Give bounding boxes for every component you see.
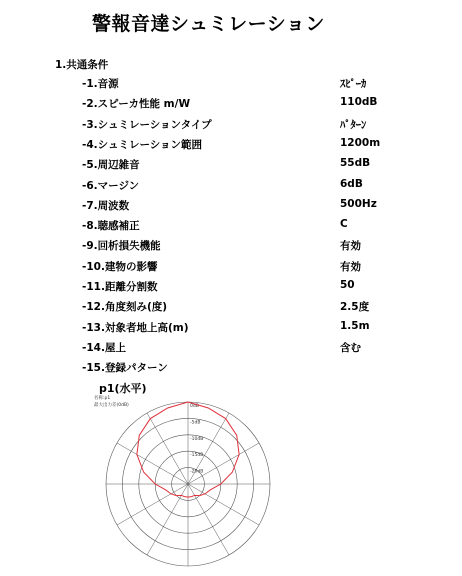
condition-label: -9.回析損失機能 bbox=[82, 240, 161, 253]
condition-value: 6dB bbox=[340, 177, 363, 190]
page-title: 警報音達シュミレーション bbox=[92, 13, 325, 35]
polar-spoke bbox=[188, 484, 229, 555]
condition-row bbox=[82, 96, 382, 110]
condition-label: -4.シュミレーション範囲 bbox=[82, 138, 203, 151]
condition-value: 有効 bbox=[340, 240, 361, 253]
condition-value: 1200m bbox=[340, 136, 381, 149]
condition-row bbox=[82, 137, 382, 151]
polar-grid bbox=[106, 402, 270, 566]
ring-label: 0dB bbox=[190, 404, 199, 409]
condition-value: 110dB bbox=[340, 96, 378, 109]
ring-label: -15dB bbox=[190, 453, 204, 459]
condition-label: -5.周辺雑音 bbox=[82, 159, 140, 172]
condition-label: -11.距離分割数 bbox=[82, 281, 158, 293]
polar-spoke bbox=[147, 484, 188, 555]
polar-spoke bbox=[147, 413, 188, 484]
polar-ring-labels bbox=[190, 403, 203, 475]
condition-row bbox=[82, 259, 382, 273]
condition-value: 有効 bbox=[340, 260, 361, 273]
condition-label: -7.周波数 bbox=[82, 199, 130, 212]
condition-value: 500Hz bbox=[340, 197, 377, 210]
condition-value: 含む bbox=[340, 341, 361, 354]
pattern-name-line: 名称:p1 bbox=[94, 396, 111, 401]
polar-pattern-chart bbox=[102, 398, 274, 570]
condition-row bbox=[82, 157, 382, 171]
condition-row bbox=[82, 238, 382, 252]
ring-label: -20dB bbox=[190, 469, 204, 475]
condition-row bbox=[82, 76, 382, 90]
condition-label: -12.角度刻み(度) bbox=[82, 301, 168, 314]
condition-value: ﾊﾟﾀｰﾝ bbox=[340, 118, 367, 131]
polar-spoke bbox=[117, 443, 188, 484]
polar-spoke bbox=[117, 484, 188, 525]
condition-label: -13.対象者地上高(m) bbox=[82, 321, 189, 334]
condition-row bbox=[82, 198, 382, 212]
condition-row bbox=[82, 279, 382, 293]
condition-label: -1.音源 bbox=[82, 78, 119, 90]
condition-row bbox=[82, 178, 382, 192]
condition-label: -6.マージン bbox=[82, 179, 140, 192]
condition-value: 2.5度 bbox=[340, 301, 370, 314]
condition-label: -3.シュミレーションタイプ bbox=[82, 118, 212, 131]
condition-row bbox=[82, 117, 382, 131]
condition-value: 55dB bbox=[340, 157, 371, 170]
polar-spoke bbox=[188, 484, 259, 525]
condition-value: 1.5m bbox=[340, 319, 370, 332]
condition-row bbox=[82, 320, 382, 334]
condition-value: ｽﾋﾟｰｶ bbox=[340, 78, 367, 90]
condition-value: 50 bbox=[340, 279, 355, 291]
condition-row bbox=[82, 340, 382, 354]
ring-label: -10dB bbox=[190, 436, 204, 442]
condition-label: -2.スピーカ性能 m/W bbox=[82, 98, 191, 111]
ring-label: -5dB bbox=[190, 420, 201, 426]
pattern-title: p1(水平) bbox=[99, 382, 147, 395]
condition-label: -14.屋上 bbox=[82, 341, 126, 354]
condition-label: -8.聴感補正 bbox=[82, 220, 140, 233]
section-heading: 1.共通条件 bbox=[55, 59, 109, 71]
condition-row bbox=[82, 299, 382, 313]
condition-label: -15.登録パターン bbox=[82, 362, 168, 375]
condition-label: -10.建物の影響 bbox=[82, 260, 158, 273]
pattern-scale-line: 最大出力差(0dB) bbox=[94, 403, 129, 408]
condition-value: C bbox=[340, 218, 348, 231]
condition-row bbox=[82, 218, 382, 232]
polar-spoke bbox=[188, 443, 259, 484]
condition-row bbox=[82, 360, 382, 374]
